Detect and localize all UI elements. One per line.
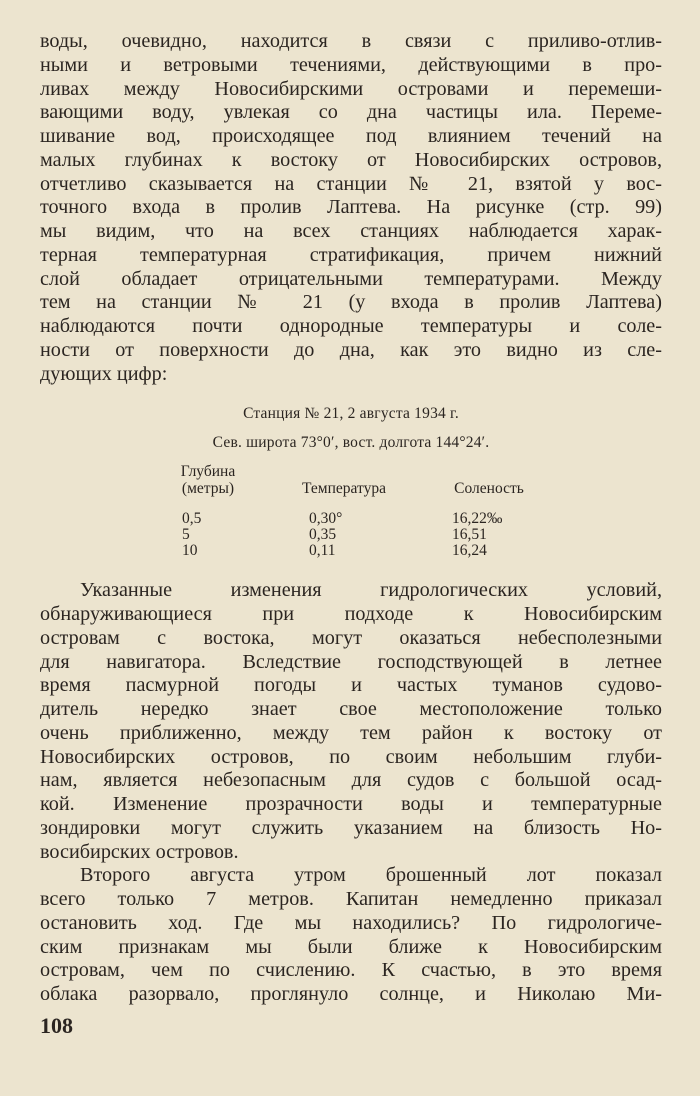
- temperature-cell: 0,11: [309, 542, 336, 560]
- measurements-table: [152, 463, 554, 559]
- text-line: точного входа в пролив Лаптева. На рисунке (стр. 99): [40, 196, 662, 219]
- temperature-cell: 0,30°: [309, 510, 343, 528]
- text-line: ским признакам мы были ближе к Новосибирским: [40, 935, 662, 958]
- text-line: дующих цифр:: [40, 362, 168, 385]
- text-line: всего только 7 метров. Капитан немедленно приказал: [40, 888, 662, 910]
- depth-header-line1: Глубина: [180, 463, 236, 481]
- text-line: ности от поверхности до дна, как это видно из сле-: [40, 338, 662, 361]
- text-line: наблюдаются почти однородные температуры и соле-: [40, 315, 662, 337]
- salinity-cell: 16,51: [452, 526, 487, 544]
- text-line: мы видим, что на всех станциях наблюдается харак-: [40, 220, 662, 242]
- paragraph-3: [40, 864, 662, 1007]
- text-line: ными и ветровыми течениями, действующими в про-: [40, 53, 662, 76]
- book-page: [40, 30, 662, 1007]
- text-line: зондировки могут служить указанием на близость Но-: [40, 816, 662, 839]
- text-line: Указанные изменения гидрологических условий,: [80, 579, 662, 602]
- text-line: для навигатора. Вследствие господствующей в летнее: [40, 650, 662, 673]
- text-line: Новосибирских островов, по своим небольшим глуби-: [40, 745, 662, 768]
- text-line: вающими воду, увлекая со дна частицы ила. Переме-: [40, 101, 662, 124]
- text-line: остановить ход. Где мы находились? По гидрологиче-: [40, 911, 662, 934]
- text-line: тем на станции № 21 (у входа в пролив Лаптева): [40, 291, 662, 314]
- text-line: шивание вод, происходящее под влиянием течений на: [40, 125, 662, 147]
- salinity-header: Соленость: [454, 480, 524, 498]
- temperature-header: Температура: [302, 480, 386, 498]
- text-line: восибирских островов.: [40, 840, 239, 863]
- text-line: малых глубинах к востоку от Новосибирских островов,: [40, 148, 662, 171]
- text-line: островам, чем по счислению. К счастью, в это время: [40, 959, 662, 982]
- text-line: кой. Изменение прозрачности воды и температурные: [40, 793, 662, 815]
- depth-header: [152, 463, 264, 497]
- text-line: островам с востока, могут оказаться небесполезными: [40, 626, 662, 649]
- text-line: дитель нередко знает свое местоположение только: [40, 698, 662, 720]
- text-line: обнаруживающиеся при подходе к Новосибирским: [40, 603, 662, 625]
- depth-cell: 10: [182, 542, 198, 560]
- table-row: [152, 511, 554, 527]
- text-line: Второго августа утром брошенный лот показал: [80, 864, 662, 887]
- depth-header-line2: (метры): [181, 480, 235, 498]
- temperature-cell: 0,35: [309, 526, 337, 544]
- paragraph-1: [40, 30, 662, 386]
- station-coordinates: Сев. широта 73°0′, вост. долгота 144°24′.: [212, 434, 490, 452]
- table-row: [152, 527, 554, 543]
- text-line: ливах между Новосибирскими островами и перемеши-: [40, 77, 662, 100]
- text-line: время пасмурной погоды и частых туманов судово-: [40, 674, 662, 697]
- page-number: 108: [40, 1013, 73, 1038]
- station-title: Станция № 21, 2 августа 1934 г.: [243, 405, 459, 423]
- text-line: очень приближенно, между тем район к востоку от: [40, 721, 662, 744]
- table-header-row: [152, 463, 554, 497]
- paragraph-2: [40, 579, 662, 864]
- depth-cell: 5: [182, 526, 190, 544]
- text-line: слой обладает отрицательными температурами. Между: [40, 267, 662, 290]
- salinity-cell: 16,22‰: [452, 510, 503, 528]
- table-row: [152, 543, 554, 559]
- text-line: отчетливо сказывается на станции № 21, взятой у вос-: [40, 172, 662, 195]
- text-line: терная температурная стратификация, причем нижний: [40, 243, 662, 266]
- text-line: воды, очевидно, находится в связи с приливо-отлив-: [40, 30, 662, 52]
- salinity-cell: 16,24: [452, 542, 487, 560]
- text-line: нам, является небезопасным для судов с большой осад-: [40, 769, 662, 792]
- depth-cell: 0,5: [182, 510, 202, 528]
- text-line: облака разорвало, проглянуло солнце, и Николаю Ми-: [40, 983, 662, 1005]
